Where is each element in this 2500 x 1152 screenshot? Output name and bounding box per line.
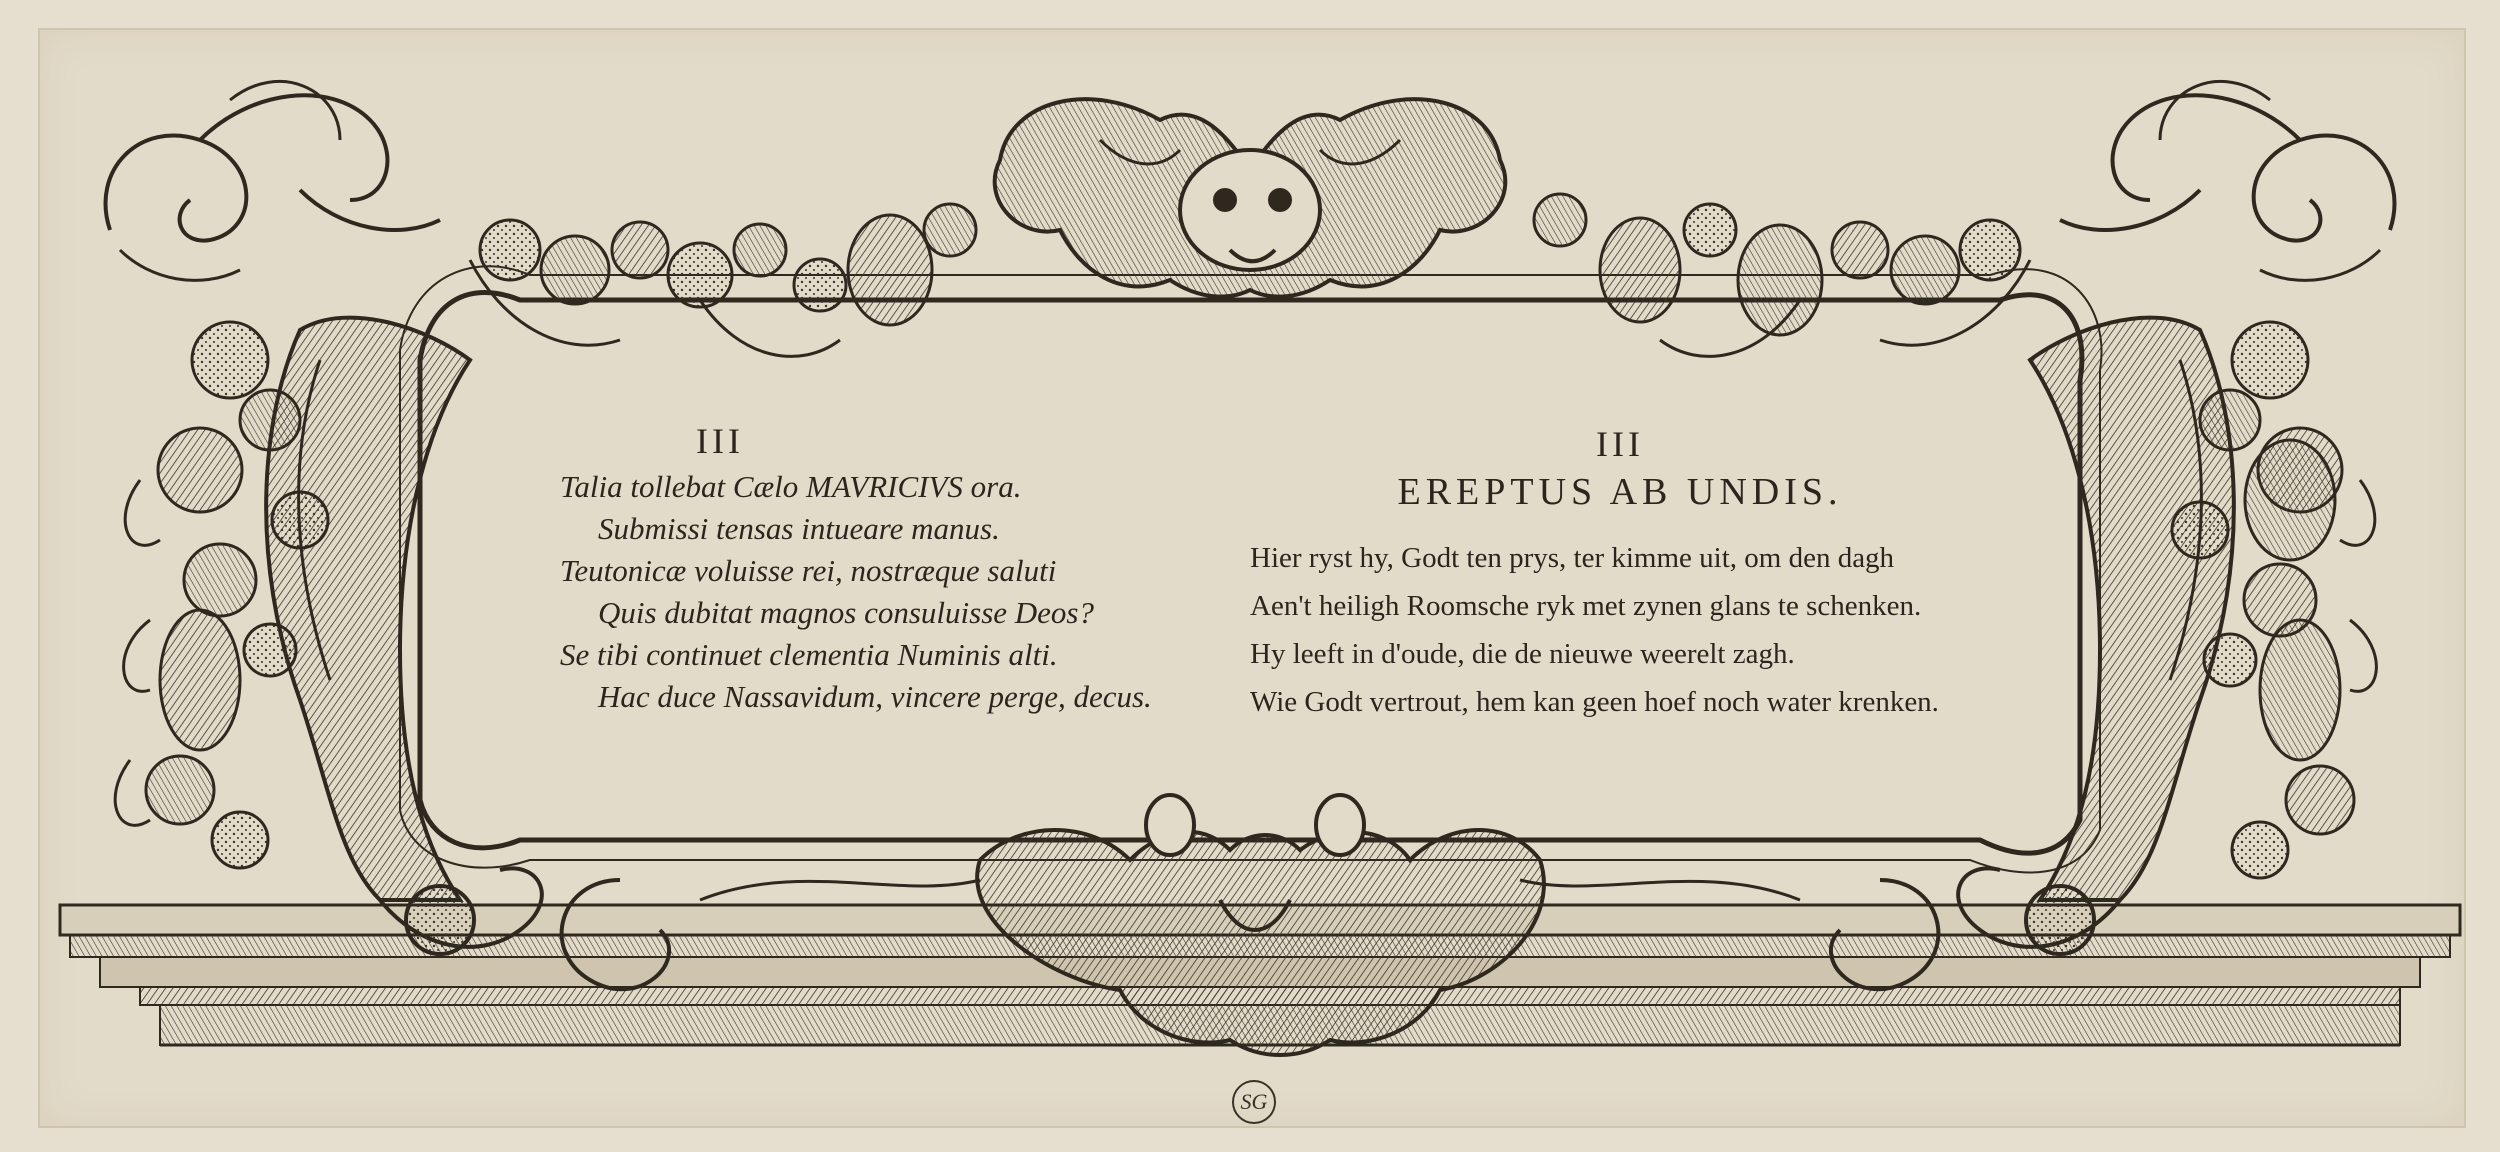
latin-line-1: Talia tollebat Cælo MAVRICIVS ora. <box>560 469 1022 504</box>
dutch-line-2: Aen't heiligh Roomsche ryk met zynen glans te schenken. <box>1250 590 1922 622</box>
latin-line-5: Se tibi continuet clementia Numinis alti. <box>560 637 1058 672</box>
left-section-number: III <box>696 421 744 461</box>
latin-line-6: Hac duce Nassavidum, vincere perge, decus. <box>598 679 1152 714</box>
engraver-monogram: SG <box>1232 1080 1276 1124</box>
top-left-scroll <box>106 81 440 280</box>
top-right-scroll <box>2060 81 2394 280</box>
latin-line-4: Quis dubitat magnos consuluisse Deos? <box>598 595 1094 630</box>
latin-line-2: Submissi tensas intueare manus. <box>598 511 1000 546</box>
central-mask <box>995 99 1506 296</box>
dutch-verse-block <box>1250 420 2090 726</box>
right-section-number: III <box>1596 424 1644 464</box>
top-right-garland <box>1534 194 2030 356</box>
dutch-line-1: Hier ryst hy, Godt ten prys, ter kimme uit, om den dagh <box>1250 542 1895 574</box>
dutch-line-4: Wie Godt vertrout, hem kan geen hoef noch water krenken. <box>1250 686 1939 718</box>
latin-line-3: Teutonicæ voluisse rei, nostræque saluti <box>560 553 1057 588</box>
latin-verse-block <box>560 420 1250 718</box>
dutch-line-3: Hy leeft in d'oude, die de nieuwe weerelt zagh. <box>1250 638 1795 670</box>
verse-title: EREPTUS AB UNDIS. <box>1397 471 1843 513</box>
top-left-garland <box>470 204 976 356</box>
